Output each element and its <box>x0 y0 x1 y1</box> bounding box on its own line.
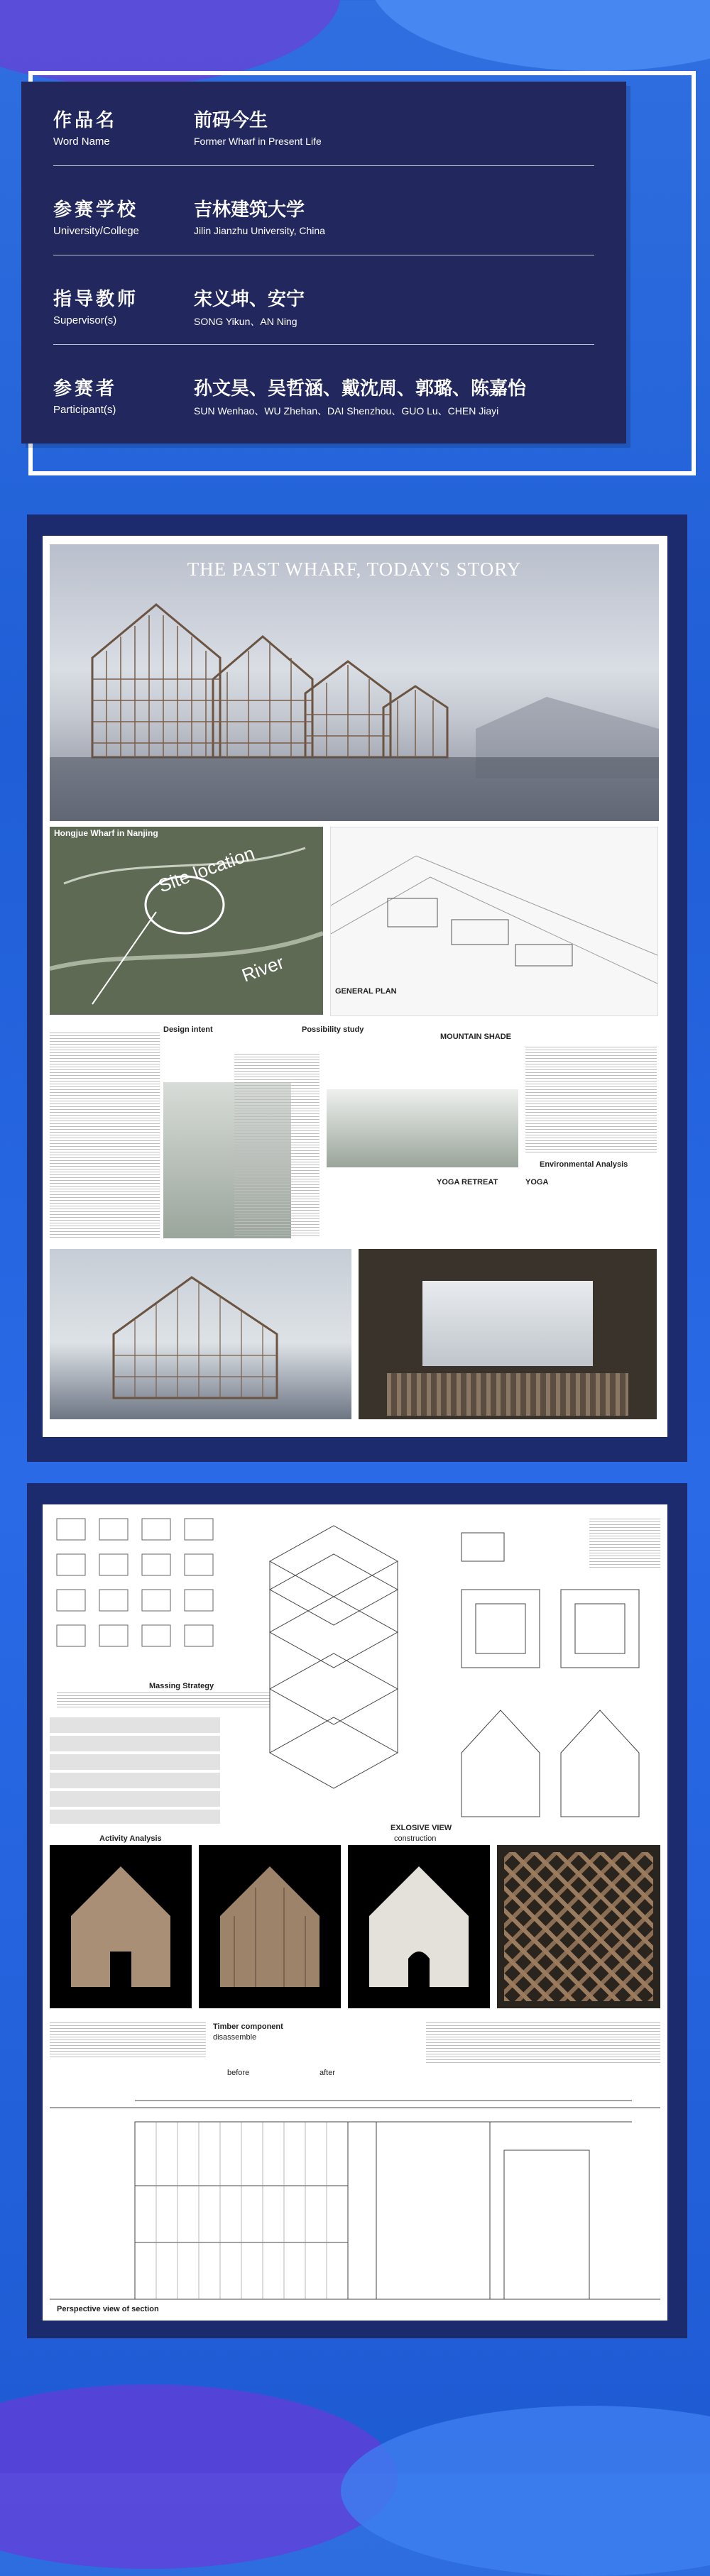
board2-panel <box>43 1504 667 2321</box>
label-university-en: University/College <box>53 225 139 237</box>
model-render-2 <box>199 1845 341 2008</box>
long-section <box>50 2079 660 2313</box>
environmental-analysis-heading: Environmental Analysis <box>540 1160 628 1169</box>
disassembly-label: disassemble <box>213 2033 257 2042</box>
river-label: River <box>239 951 287 986</box>
background-wave <box>341 2406 710 2576</box>
site-map-lines <box>50 827 323 1015</box>
model-render-3 <box>348 1845 490 2008</box>
info-row-university <box>53 171 594 255</box>
value-work-name-en: Former Wharf in Present Life <box>194 136 322 147</box>
design-intent-heading: Design intent <box>163 1025 213 1034</box>
hero-render <box>50 544 659 821</box>
value-work-name: 前码今生 <box>194 109 268 131</box>
perspective-section-label: Perspective view of section <box>57 2305 159 2313</box>
possibility-study-text <box>234 1054 320 1238</box>
info-row-supervisors <box>53 260 594 345</box>
info-card <box>21 82 626 444</box>
environment-text <box>525 1047 657 1153</box>
info-row-participants <box>53 350 594 434</box>
framed-view-render <box>359 1249 657 1419</box>
activity-analysis-heading: Activity Analysis <box>99 1834 162 1843</box>
general-plan <box>330 827 658 1016</box>
label-supervisors: 指导教师 <box>53 288 139 309</box>
site-location-label: Site location <box>155 842 258 897</box>
side-render <box>50 1249 351 1419</box>
explosive-view-label: EXLOSIVE VIEW <box>390 1824 452 1832</box>
label-participants-en: Participant(s) <box>53 404 116 416</box>
model-render-4-lattice <box>504 1852 653 2001</box>
background-wave <box>369 0 710 71</box>
environment-collage <box>327 1089 518 1167</box>
activity-grid <box>50 1717 220 1824</box>
label-supervisors-en: Supervisor(s) <box>53 314 117 326</box>
value-supervisors: 宋义坤、安宁 <box>194 288 305 309</box>
background-wave <box>0 2384 398 2569</box>
board1-panel <box>43 536 667 1437</box>
yoga-retreat-label: YOGA RETREAT <box>437 1178 498 1187</box>
design-intent-text <box>50 1033 160 1238</box>
after-label: after <box>320 2069 336 2077</box>
label-work-name: 作品名 <box>53 109 118 131</box>
label-work-name-en: Word Name <box>53 136 110 148</box>
value-supervisors-en: SONG Yikun、AN Ning <box>194 316 297 327</box>
label-university: 参赛学校 <box>53 199 139 220</box>
model-render-1 <box>50 1845 192 2008</box>
construction-label: construction <box>394 1834 437 1843</box>
hero-buildings <box>50 544 659 821</box>
plan-notes <box>589 1519 660 1568</box>
model-render-3-figure <box>348 1845 490 2008</box>
side-render-building <box>50 1249 351 1419</box>
exploded-axonometric <box>227 1519 440 1817</box>
info-row-work-name <box>53 82 594 166</box>
site-map <box>50 827 323 1015</box>
possibility-study-heading: Possibility study <box>302 1025 364 1034</box>
value-university-en: Jilin Jianzhu University, China <box>194 225 325 236</box>
yoga-label: YOGA <box>525 1178 549 1187</box>
section-text-left <box>50 2022 206 2058</box>
section-text-right <box>426 2022 660 2065</box>
value-participants: 孙文昊、吴哲涵、戴沈周、郭璐、陈嘉怡 <box>194 378 527 399</box>
timber-component-label: Timber component <box>213 2022 283 2031</box>
massing-strategy-heading: Massing Strategy <box>149 1682 214 1690</box>
label-participants: 参赛者 <box>53 378 118 399</box>
model-render-1-figure <box>50 1845 192 2008</box>
massing-diagrams <box>50 1512 227 1675</box>
framed-view-floor <box>387 1373 628 1416</box>
value-participants-en: SUN Wenhao、WU Zhehan、DAI Shenzhou、GUO Lu、CHEN Jiayi <box>194 405 499 417</box>
site-heading: Hongjue Wharf in Nanjing <box>54 828 158 838</box>
hero-title: THE PAST WHARF, TODAY'S STORY <box>187 558 522 580</box>
general-plan-label: GENERAL PLAN <box>335 987 397 996</box>
value-university: 吉林建筑大学 <box>194 199 305 220</box>
model-render-4 <box>497 1845 660 2008</box>
mountain-shade-label: MOUNTAIN SHADE <box>440 1033 512 1041</box>
model-render-2-figure <box>199 1845 341 2008</box>
framed-view-opening <box>422 1281 593 1366</box>
before-label: before <box>227 2069 250 2077</box>
